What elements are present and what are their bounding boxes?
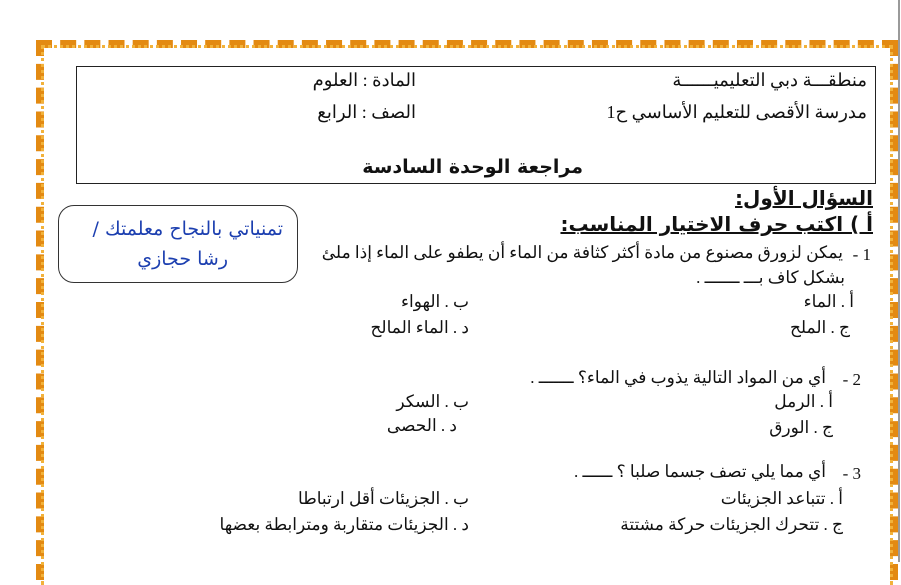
window-edge — [898, 0, 900, 562]
question-2-option-a: أ . الرمل — [774, 392, 833, 411]
question-1-option-d: د . الماء المالح — [370, 318, 469, 337]
question-3-option-a: أ . تتباعد الجزيئات — [720, 489, 843, 508]
question-3-option-d: د . الجزيئات متقاربة ومترابطة بعضها — [219, 515, 469, 534]
section-subheading: أ ) اكتب حرف الاختيار المناسب: — [560, 212, 873, 236]
question-1-option-b: ب . الهواء — [401, 292, 469, 311]
question-2-option-c: ج . الورق — [769, 418, 833, 437]
question-1-number: 1 - — [852, 245, 871, 264]
question-3-text: أي مما يلي تصف جسما صلبا ؟ ــــــ . — [574, 462, 826, 481]
teacher-message-line2: رشا حجازي — [137, 248, 228, 270]
question-2-text: أي من المواد التالية يذوب في الماء؟ ـــــــ . — [530, 368, 826, 387]
question-2-option-b: ب . السكر — [396, 392, 469, 411]
subject-label: المادة : العلوم — [312, 70, 416, 90]
grade-label: الصف : الرابع — [317, 102, 416, 122]
question-1-text-2: بشكل كاف بـــ ـــــــ . — [696, 268, 845, 287]
question-3-option-c: ج . تتحرك الجزيئات حركة مشتتة — [620, 515, 843, 534]
question-2-number: 2 - — [842, 370, 861, 389]
school-label: مدرسة الأقصى للتعليم الأساسي ح1 — [606, 102, 867, 122]
question-1-option-c: ج . الملح — [789, 318, 850, 337]
question-1-text: يمكن لزورق مصنوع من مادة أكثر كثافة من الماء أن يطفو على الماء إذا ملئ — [321, 243, 843, 262]
question-3-number: 3 - — [842, 464, 861, 483]
teacher-message-box — [58, 205, 298, 283]
section-heading: السؤال الأول: — [735, 186, 873, 210]
question-3-option-b: ب . الجزيئات أقل ارتباطا — [298, 489, 469, 508]
teacher-message-line1: تمنياتي بالنجاح معلمتك / — [92, 218, 283, 240]
page-title: مراجعة الوحدة السادسة — [362, 156, 583, 178]
question-2-option-d: د . الحصى — [386, 416, 457, 435]
region-label: منطقـــة دبي التعليميــــــة — [672, 70, 867, 90]
question-1-option-a: أ . الماء — [803, 292, 854, 311]
